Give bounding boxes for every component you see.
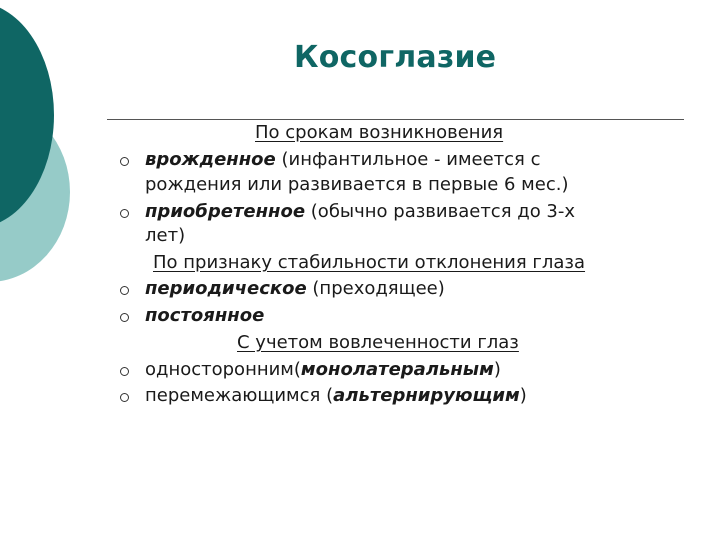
- term-congenital: врожденное: [145, 149, 276, 170]
- desc-acquired: (обычно развивается до 3-х: [305, 201, 576, 222]
- bullet-icon: [120, 393, 129, 402]
- bullet-icon: [120, 367, 129, 376]
- section-heading-involvement: С учетом вовлеченности глаз: [237, 332, 519, 353]
- term-periodic: периодическое: [145, 278, 307, 299]
- term-alternating: альтернирующим: [333, 385, 520, 406]
- bullet-icon: [120, 209, 129, 218]
- list-item-congenital: [145, 149, 541, 171]
- slide-title: Косоглазие: [294, 40, 497, 75]
- suffix-alternating: ): [519, 385, 527, 406]
- list-item-acquired-cont: лет): [145, 225, 186, 246]
- prefix-unilateral: односторонним(: [145, 359, 301, 380]
- desc-periodic: (преходящее): [306, 278, 445, 299]
- list-item-alternating: [145, 385, 527, 407]
- term-constant: постоянное: [145, 305, 265, 326]
- term-unilateral: монолатеральным: [300, 359, 494, 380]
- title-divider: [107, 119, 684, 120]
- bullet-icon: [120, 313, 129, 322]
- bullet-icon: [120, 286, 129, 295]
- section-heading-onset: По срокам возникновения: [255, 122, 504, 143]
- list-item-congenital-cont: рождения или развивается в первые 6 мес.): [145, 174, 569, 195]
- desc-congenital: (инфантильное - имеется с: [275, 149, 541, 170]
- bullet-icon: [120, 157, 129, 166]
- section-heading-stability: По признаку стабильности отклонения глаза: [153, 252, 586, 273]
- list-item-constant: [145, 305, 264, 327]
- list-item-periodic: [145, 278, 445, 300]
- suffix-unilateral: ): [493, 359, 501, 380]
- list-item-unilateral: [145, 359, 501, 381]
- list-item-acquired: [145, 201, 575, 223]
- term-acquired: приобретенное: [145, 201, 306, 222]
- prefix-alternating: перемежающимся (: [145, 385, 334, 406]
